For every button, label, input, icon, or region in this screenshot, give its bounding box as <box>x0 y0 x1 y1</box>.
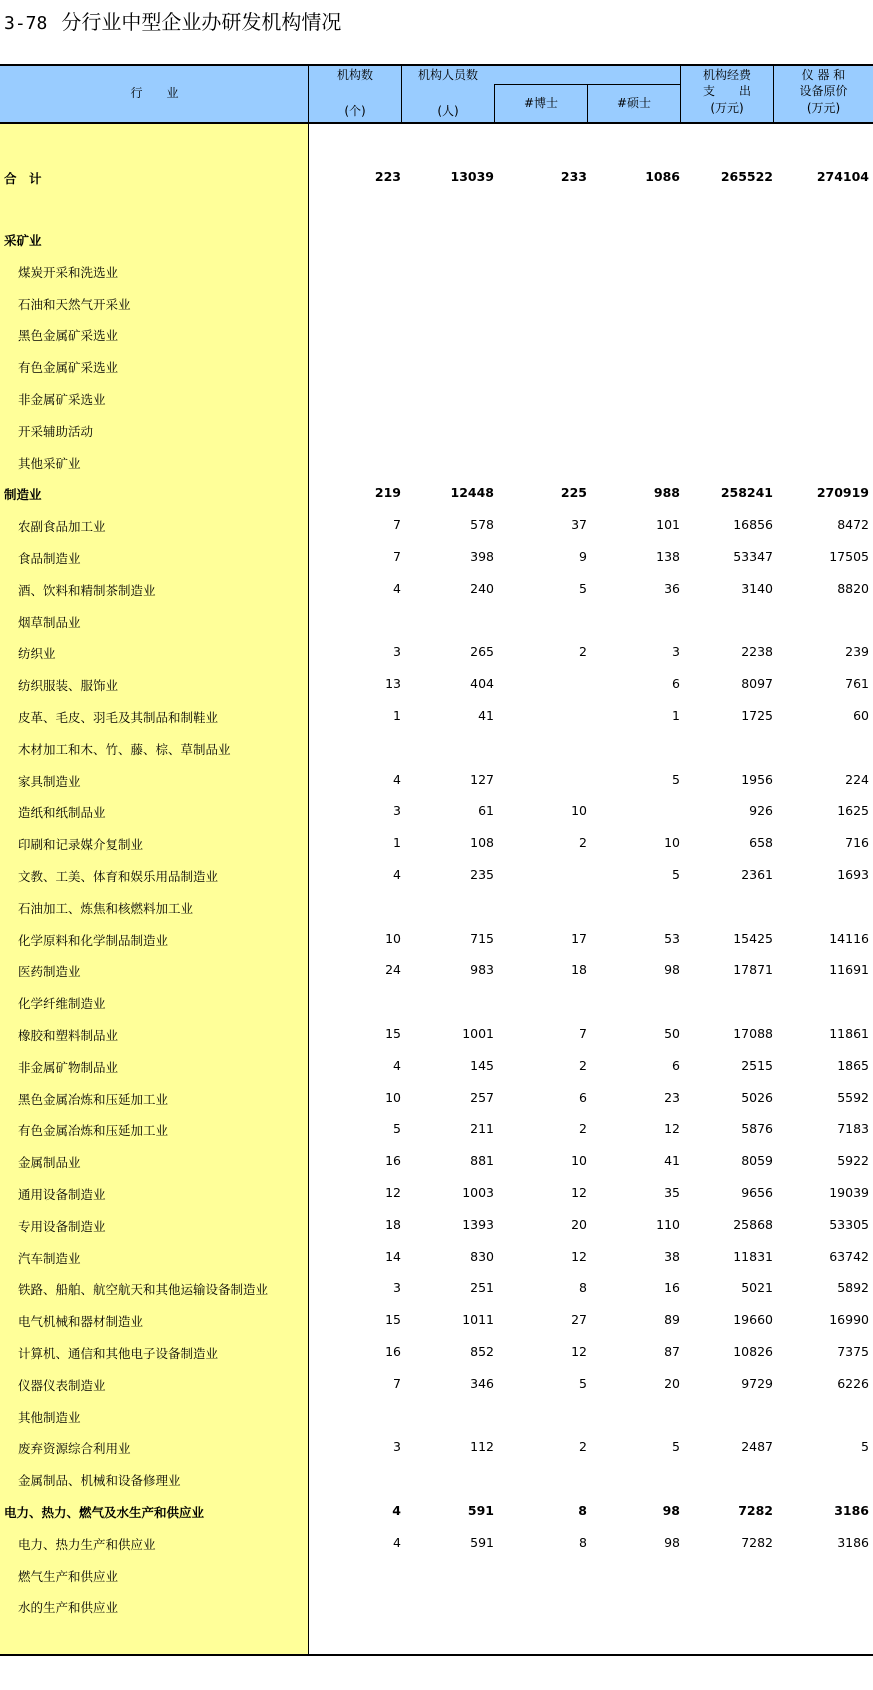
row-value: 5 <box>672 867 680 882</box>
table-row <box>0 1088 873 1108</box>
table-row-section <box>0 483 873 503</box>
table-row <box>0 770 873 790</box>
row-label: 金属制品、机械和设备修理业 <box>18 1473 181 1489</box>
row-value: 23 <box>664 1089 680 1105</box>
row-value: 5 <box>579 1375 587 1391</box>
row-label: 水的生产和供应业 <box>18 1600 119 1616</box>
row-value: 4 <box>393 867 401 882</box>
header-personnel: 机构人员数 <box>417 68 478 82</box>
table-row <box>0 1183 873 1203</box>
industry-column-background <box>0 123 309 1656</box>
row-value: 658 <box>749 835 773 851</box>
table-row <box>0 1406 873 1426</box>
row-value: 8 <box>578 1503 587 1518</box>
row-value: 4 <box>393 1534 401 1550</box>
table-row <box>0 738 873 758</box>
row-value: 2 <box>579 1439 587 1455</box>
header-expenditure-line1: 机构经费 <box>702 68 751 82</box>
row-value: 716 <box>845 835 869 851</box>
row-value: 145 <box>470 1057 494 1073</box>
row-value: 61 <box>478 803 494 819</box>
row-label: 食品制造业 <box>18 551 81 566</box>
row-value: 224 <box>845 771 869 787</box>
row-value: 6226 <box>837 1375 869 1391</box>
row-value: 1 <box>393 835 401 851</box>
table-row <box>0 579 873 599</box>
table-row <box>0 356 873 376</box>
table-row <box>0 674 873 694</box>
row-label: 电气机械和器材制造业 <box>18 1314 144 1330</box>
row-value: 50 <box>664 1026 680 1041</box>
row-value: 41 <box>478 708 494 723</box>
table-row <box>0 1278 873 1298</box>
statistics-table <box>0 64 873 1656</box>
header-equipment-line2: 设备原价 <box>799 84 848 98</box>
row-value: 270919 <box>816 485 869 501</box>
row-value: 7183 <box>837 1121 869 1137</box>
row-label: 石油加工、炼焦和核燃料加工业 <box>18 900 194 916</box>
row-value: 2515 <box>741 1057 773 1073</box>
header-equipment-line1: 仪 器 和 <box>801 68 846 82</box>
row-value: 13 <box>385 676 401 692</box>
row-label: 非金属矿采选业 <box>18 392 106 407</box>
row-value: 8472 <box>837 517 869 533</box>
row-value: 2487 <box>741 1439 773 1455</box>
row-value: 18 <box>571 962 587 978</box>
row-value: 398 <box>470 549 494 564</box>
table-row <box>0 388 873 408</box>
table-row-total <box>0 167 873 187</box>
row-value: 7282 <box>741 1534 773 1550</box>
header-equipment-unit: (万元) <box>806 101 841 115</box>
row-value: 11831 <box>733 1248 773 1264</box>
table-row <box>0 992 873 1012</box>
row-value: 27 <box>571 1312 587 1328</box>
row-value: 108 <box>470 835 494 851</box>
table-row <box>0 1469 873 1489</box>
row-value: 98 <box>662 1503 680 1518</box>
row-value: 13039 <box>450 169 494 184</box>
row-value: 10 <box>571 803 587 819</box>
row-value: 10 <box>571 1153 587 1169</box>
row-label: 化学纤维制造业 <box>18 996 106 1012</box>
row-value: 17505 <box>829 549 869 564</box>
row-value: 6 <box>579 1089 587 1105</box>
row-label: 造纸和纸制品业 <box>18 805 106 821</box>
row-value: 11861 <box>829 1026 869 1041</box>
table-bottom-border <box>0 1654 873 1656</box>
row-value: 591 <box>467 1503 494 1518</box>
table-row <box>0 1119 873 1139</box>
table-row <box>0 1056 873 1076</box>
table-number: 3-78 <box>4 13 48 34</box>
row-value: 7 <box>393 1375 401 1391</box>
row-value: 219 <box>374 485 401 501</box>
table-row <box>0 801 873 821</box>
row-value: 37 <box>571 517 587 533</box>
row-label: 采矿业 <box>4 233 42 248</box>
table-row <box>0 611 873 631</box>
row-value: 6 <box>672 1057 680 1073</box>
table-title: 分行业中型企业办研发机构情况 <box>61 10 342 34</box>
row-value: 87 <box>664 1344 680 1359</box>
row-value: 9 <box>579 549 587 564</box>
row-label: 汽车制造业 <box>18 1250 81 1266</box>
table-row <box>0 642 873 662</box>
row-value: 7 <box>579 1026 587 1041</box>
row-value: 89 <box>664 1312 680 1328</box>
row-value: 53305 <box>829 1216 869 1232</box>
row-value: 7282 <box>738 1503 773 1518</box>
row-value: 38 <box>664 1248 680 1264</box>
table-row <box>0 1151 873 1171</box>
row-value: 10 <box>385 930 401 946</box>
row-label: 通用设备制造业 <box>18 1187 106 1202</box>
row-value: 881 <box>470 1153 494 1169</box>
row-value: 5026 <box>741 1089 773 1105</box>
row-value: 1725 <box>741 708 773 723</box>
row-value: 3186 <box>837 1534 869 1550</box>
row-label: 石油和天然气开采业 <box>18 296 131 312</box>
row-label: 废弃资源综合利用业 <box>18 1441 131 1457</box>
row-value: 1003 <box>462 1185 494 1200</box>
row-value: 15425 <box>733 930 773 946</box>
header-subdivider <box>495 84 681 85</box>
row-label: 计算机、通信和其他电子设备制造业 <box>18 1346 219 1361</box>
row-value: 258241 <box>720 485 773 501</box>
header-phd: #博士 <box>523 96 559 110</box>
row-value: 5021 <box>741 1280 773 1296</box>
row-value: 5 <box>672 771 680 787</box>
row-value: 6 <box>672 676 680 692</box>
row-value: 7375 <box>837 1344 869 1359</box>
row-value: 983 <box>470 962 494 978</box>
row-value: 60 <box>853 708 869 723</box>
row-value: 2 <box>579 644 587 660</box>
table-row <box>0 420 873 440</box>
row-value: 63742 <box>829 1248 869 1264</box>
row-label: 其他制造业 <box>18 1409 81 1425</box>
header-institutions-unit: (个) <box>344 104 366 118</box>
row-value: 11691 <box>829 962 869 978</box>
row-value: 5 <box>579 580 587 596</box>
row-label: 纺织业 <box>18 646 56 662</box>
row-label: 化学原料和化学制品制造业 <box>18 932 169 948</box>
row-value: 12 <box>664 1121 680 1137</box>
row-value: 223 <box>374 169 401 184</box>
row-label: 医药制造业 <box>18 964 81 980</box>
row-value: 235 <box>470 867 494 882</box>
row-value: 3 <box>672 644 680 660</box>
row-value: 4 <box>393 1057 401 1073</box>
row-label: 有色金属冶炼和压延加工业 <box>18 1123 169 1139</box>
row-value: 578 <box>470 517 494 533</box>
row-value: 10 <box>385 1089 401 1105</box>
row-value: 12 <box>571 1248 587 1264</box>
row-value: 15 <box>385 1026 401 1041</box>
row-label: 燃气生产和供应业 <box>18 1568 119 1584</box>
column-divider <box>494 84 495 124</box>
row-value: 20 <box>571 1216 587 1232</box>
table-row-section <box>0 1501 873 1521</box>
row-label: 酒、饮料和精制茶制造业 <box>18 582 156 598</box>
row-value: 1956 <box>741 771 773 787</box>
row-value: 36 <box>664 580 680 596</box>
row-value: 1625 <box>837 803 869 819</box>
row-value: 53 <box>664 930 680 946</box>
column-divider <box>680 64 681 124</box>
row-value: 257 <box>470 1089 494 1105</box>
row-value: 17 <box>571 930 587 946</box>
row-value: 1086 <box>645 169 680 184</box>
row-value: 14116 <box>829 930 869 946</box>
row-value: 591 <box>470 1534 494 1550</box>
row-label: 烟草制品业 <box>18 614 81 630</box>
row-value: 1865 <box>837 1057 869 1073</box>
row-value: 239 <box>845 644 869 660</box>
row-label: 纺织服装、服饰业 <box>18 678 119 694</box>
row-value: 2238 <box>741 644 773 660</box>
header-personnel-unit: (人) <box>437 104 459 118</box>
row-value: 1693 <box>837 867 869 882</box>
row-label: 仪器仪表制造业 <box>18 1377 106 1393</box>
row-label: 家具制造业 <box>18 773 81 789</box>
row-value: 240 <box>470 580 494 596</box>
table-row <box>0 929 873 949</box>
row-value: 8059 <box>741 1153 773 1169</box>
row-value: 53347 <box>733 549 773 564</box>
row-value: 16990 <box>829 1312 869 1328</box>
row-label: 合 计 <box>4 171 42 186</box>
row-value: 19039 <box>829 1185 869 1200</box>
table-row <box>0 897 873 917</box>
row-value: 101 <box>656 517 680 533</box>
row-value: 1 <box>393 708 401 723</box>
table-row <box>0 1310 873 1330</box>
row-value: 404 <box>470 676 494 692</box>
row-label: 制造业 <box>4 487 42 503</box>
row-value: 715 <box>470 930 494 946</box>
header-industry: 行 业 <box>130 86 179 100</box>
row-value: 24 <box>385 962 401 978</box>
row-value: 265522 <box>720 169 773 184</box>
row-value: 1001 <box>462 1026 494 1041</box>
row-value: 12 <box>385 1185 401 1200</box>
row-value: 3 <box>393 803 401 819</box>
row-value: 830 <box>470 1248 494 1264</box>
header-master: #硕士 <box>616 96 652 110</box>
row-value: 3 <box>393 1280 401 1296</box>
table-row <box>0 1215 873 1235</box>
row-value: 225 <box>560 485 587 501</box>
header-expenditure-line2: 支 出 <box>702 84 751 98</box>
row-value: 98 <box>664 1534 680 1550</box>
page-title <box>4 6 341 35</box>
row-label: 有色金属矿采选业 <box>18 360 119 376</box>
row-value: 7 <box>393 549 401 564</box>
row-value: 18 <box>385 1216 401 1232</box>
row-value: 761 <box>845 676 869 692</box>
row-value: 10826 <box>733 1344 773 1359</box>
row-value: 9729 <box>741 1375 773 1391</box>
row-value: 3186 <box>834 1503 869 1518</box>
row-label: 电力、热力、燃气及水生产和供应业 <box>4 1505 205 1520</box>
column-divider <box>773 64 774 124</box>
row-value: 20 <box>664 1375 680 1391</box>
table-top-border <box>0 64 873 66</box>
table-row <box>0 452 873 472</box>
row-value: 346 <box>470 1375 494 1391</box>
table-row <box>0 1596 873 1616</box>
row-value: 17088 <box>733 1026 773 1041</box>
row-label: 电力、热力生产和供应业 <box>18 1536 156 1552</box>
row-value: 4 <box>392 1503 401 1518</box>
table-row <box>0 865 873 885</box>
table-row <box>0 1533 873 1553</box>
row-value: 41 <box>664 1153 680 1169</box>
row-value: 1393 <box>462 1216 494 1232</box>
row-value: 16 <box>664 1280 680 1296</box>
row-label: 农副食品加工业 <box>18 519 106 535</box>
row-label: 开采辅助活动 <box>18 423 94 439</box>
table-row <box>0 515 873 535</box>
header-institutions: 机构数 <box>336 68 373 82</box>
table-row <box>0 324 873 344</box>
row-value: 5 <box>393 1121 401 1137</box>
table-row <box>0 1565 873 1585</box>
table-row <box>0 1024 873 1044</box>
row-value: 10 <box>664 835 680 851</box>
row-value: 852 <box>470 1344 494 1359</box>
row-value: 251 <box>470 1280 494 1296</box>
table-row <box>0 261 873 281</box>
row-value: 110 <box>656 1216 680 1232</box>
row-label: 印刷和记录媒介复制业 <box>18 837 144 853</box>
column-divider <box>401 64 402 124</box>
header-bottom-border <box>0 122 873 124</box>
row-value: 5592 <box>837 1089 869 1105</box>
row-value: 14 <box>385 1248 401 1264</box>
row-label: 木材加工和木、竹、藤、棕、草制品业 <box>18 741 231 757</box>
row-label: 橡胶和塑料制品业 <box>18 1028 119 1043</box>
row-value: 8820 <box>837 580 869 596</box>
row-value: 12448 <box>450 485 494 501</box>
table-row <box>0 1342 873 1362</box>
row-value: 8 <box>579 1534 587 1550</box>
row-value: 926 <box>749 803 773 819</box>
table-row <box>0 833 873 853</box>
row-value: 2 <box>579 835 587 851</box>
row-label: 专用设备制造业 <box>18 1218 106 1234</box>
row-value: 12 <box>571 1185 587 1200</box>
row-value: 7 <box>393 517 401 533</box>
header-expenditure-unit: (万元) <box>710 101 744 115</box>
row-value: 3140 <box>741 580 773 596</box>
row-value: 16856 <box>733 517 773 533</box>
row-value: 138 <box>656 549 680 564</box>
row-value: 16 <box>385 1153 401 1169</box>
row-value: 35 <box>664 1185 680 1200</box>
row-label: 铁路、船舶、航空航天和其他运输设备制造业 <box>18 1282 269 1298</box>
row-value: 5876 <box>741 1121 773 1137</box>
row-label: 非金属矿物制品业 <box>18 1059 119 1075</box>
row-label: 黑色金属冶炼和压延加工业 <box>18 1091 169 1107</box>
row-label: 文教、工美、体育和娱乐用品制造业 <box>18 869 219 884</box>
row-label: 其他采矿业 <box>18 455 81 471</box>
table-row <box>0 293 873 313</box>
table-row <box>0 706 873 726</box>
row-value: 5922 <box>837 1153 869 1169</box>
row-value: 274104 <box>816 169 869 184</box>
row-value: 98 <box>664 962 680 978</box>
table-row <box>0 1437 873 1457</box>
row-value: 233 <box>560 169 587 184</box>
row-value: 2 <box>579 1057 587 1073</box>
row-value: 15 <box>385 1312 401 1328</box>
row-label: 皮革、毛皮、羽毛及其制品和制鞋业 <box>18 710 219 725</box>
row-value: 265 <box>470 644 494 660</box>
row-value: 5892 <box>837 1280 869 1296</box>
row-value: 16 <box>385 1344 401 1359</box>
row-value: 4 <box>393 580 401 596</box>
table-row <box>0 547 873 567</box>
row-value: 988 <box>653 485 680 501</box>
table-row <box>0 1247 873 1267</box>
row-value: 17871 <box>733 962 773 978</box>
row-value: 127 <box>470 771 494 787</box>
table-row-section <box>0 229 873 249</box>
row-value: 9656 <box>741 1185 773 1200</box>
row-value: 112 <box>470 1439 494 1455</box>
row-label: 黑色金属矿采选业 <box>18 328 119 344</box>
table-row <box>0 1374 873 1394</box>
table-row <box>0 960 873 980</box>
row-value: 3 <box>393 644 401 660</box>
row-value: 1011 <box>462 1312 494 1328</box>
row-value: 2361 <box>741 867 773 882</box>
row-value: 5 <box>672 1439 680 1455</box>
row-value: 5 <box>861 1439 869 1455</box>
row-value: 19660 <box>733 1312 773 1328</box>
row-value: 25868 <box>733 1216 773 1232</box>
column-divider <box>587 84 588 124</box>
row-value: 12 <box>571 1344 587 1359</box>
row-value: 4 <box>393 771 401 787</box>
row-value: 3 <box>393 1439 401 1455</box>
row-value: 2 <box>579 1121 587 1137</box>
row-value: 8097 <box>741 676 773 692</box>
row-value: 1 <box>672 708 680 723</box>
row-value: 8 <box>579 1280 587 1296</box>
row-label: 煤炭开采和洗选业 <box>18 264 119 280</box>
row-value: 211 <box>470 1121 494 1137</box>
row-label: 金属制品业 <box>18 1155 81 1171</box>
